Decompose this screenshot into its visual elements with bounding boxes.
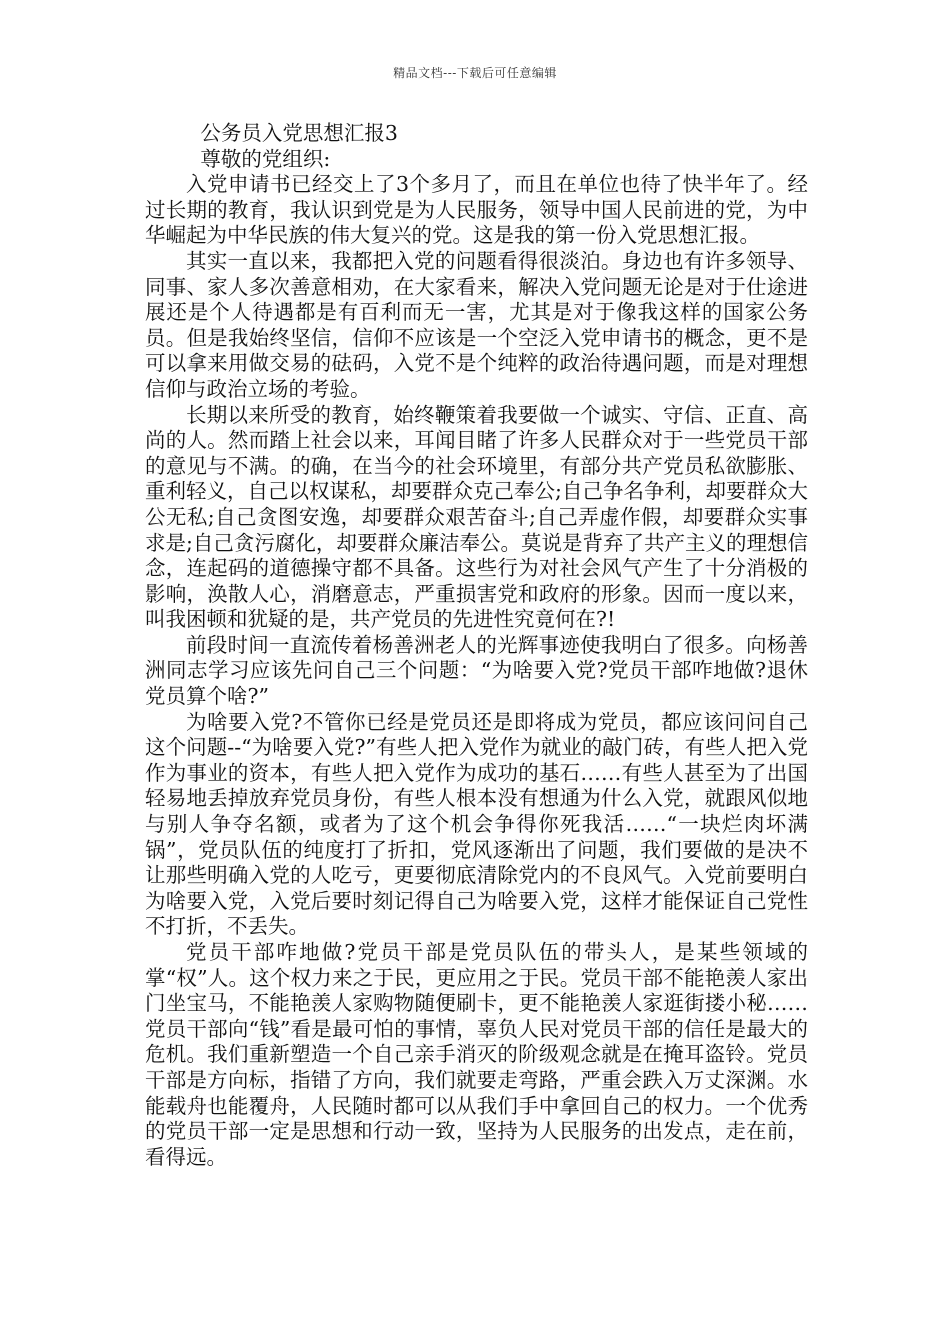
document-body: [145, 121, 808, 1170]
paragraph: 其实一直以来，我都把入党的问题看得很淡泊。身边也有许多领导、同事、家人多次善意相劝，在大家看来，解决入党问题无论是对于仕途进展还是个人待遇都是有百利而无一害，尤其是对于像我这样的国家公务员。但是我始终坚信，信仰不应该是一个空泛入党申请书的概念，更不是可以拿来用做交易的砝码，入党不是个纯粹的政治待遇问题，而是对理想信仰与政治立场的考验。: [145, 248, 808, 401]
paragraph: 长期以来所受的教育，始终鞭策着我要做一个诚实、守信、正直、高尚的人。然而踏上社会以来，耳闻目睹了许多人民群众对于一些党员干部的意见与不满。的确，在当今的社会环境里，有部分共产党员私欲膨胀、重利轻义，自己以权谋私，却要群众克己奉公;自己争名争利，却要群众大公无私;自己贪图安逸，却要群众艰苦奋斗;自己弄虚作假，却要群众实事求是;自己贪污腐化，却要群众廉洁奉公。莫说是背弃了共产主义的理想信念，连起码的道德操守都不具备。这些行为对社会风气产生了十分消极的影响，涣散人心，消磨意志，严重损害党和政府的形象。因而一度以来，叫我困顿和犹疑的是，共产党员的先进性究竟何在?!: [145, 402, 808, 632]
document-title: 公务员入党思想汇报3: [200, 121, 398, 145]
paragraph: 前段时间一直流传着杨善洲老人的光辉事迹使我明白了很多。向杨善洲同志学习应该先问自己三个问题：“为啥要入党?党员干部咋地做?退休党员算个啥?”: [145, 632, 808, 709]
paragraph: 为啥要入党?不管你已经是党员还是即将成为党员，都应该问问自己这个问题--“为啥要入党?”有些人把入党作为就业的敲门砖，有些人把入党作为事业的资本，有些人把入党作为成功的基石……有些人甚至为了出国轻易地丢掉放弃党员身份，有些人根本没有想通为什么入党，就跟风似地与别人争夺名额，或者为了这个机会争得你死我活……“一块烂肉坏满锅”，党员队伍的纯度打了折扣，党风逐渐出了问题，我们要做的是决不让那些明确入党的人吃亏，更要彻底清除党内的不良风气。入党前要明白为啥要入党，入党后要时刻记得自己为啥要入党，这样才能保证自己党性不打折，不丢失。: [145, 709, 808, 939]
paragraph: 入党申请书已经交上了3个多月了，而且在单位也待了快半年了。经过长期的教育，我认识到党是为人民服务，领导中国人民前进的党，为中华崛起为中华民族的伟大复兴的党。这是我的第一份入党思想汇报。: [145, 172, 808, 248]
header-note: 精品文档---下载后可任意编辑: [393, 66, 557, 80]
paragraph: 党员干部咋地做?党员干部是党员队伍的带头人，是某些领域的掌“权”人。这个权力来之于民，更应用之于民。党员干部不能艳羡人家出门坐宝马，不能艳羡人家购物随便刷卡，更不能艳羡人家逛街搂小秘……党员干部向“钱”看是最可怕的事情，辜负人民对党员干部的信任是最大的危机。我们重新塑造一个自己亲手消灭的阶级观念就是在掩耳盗铃。党员干部是方向标，指错了方向，我们就要走弯路，严重会跌入万丈深渊。水能载舟也能覆舟，人民随时都可以从我们手中拿回自己的权力。一个优秀的党员干部一定是思想和行动一致，坚持为人民服务的出发点，走在前，看得远。: [145, 940, 808, 1169]
salutation: 尊敬的党组织:: [200, 146, 331, 171]
